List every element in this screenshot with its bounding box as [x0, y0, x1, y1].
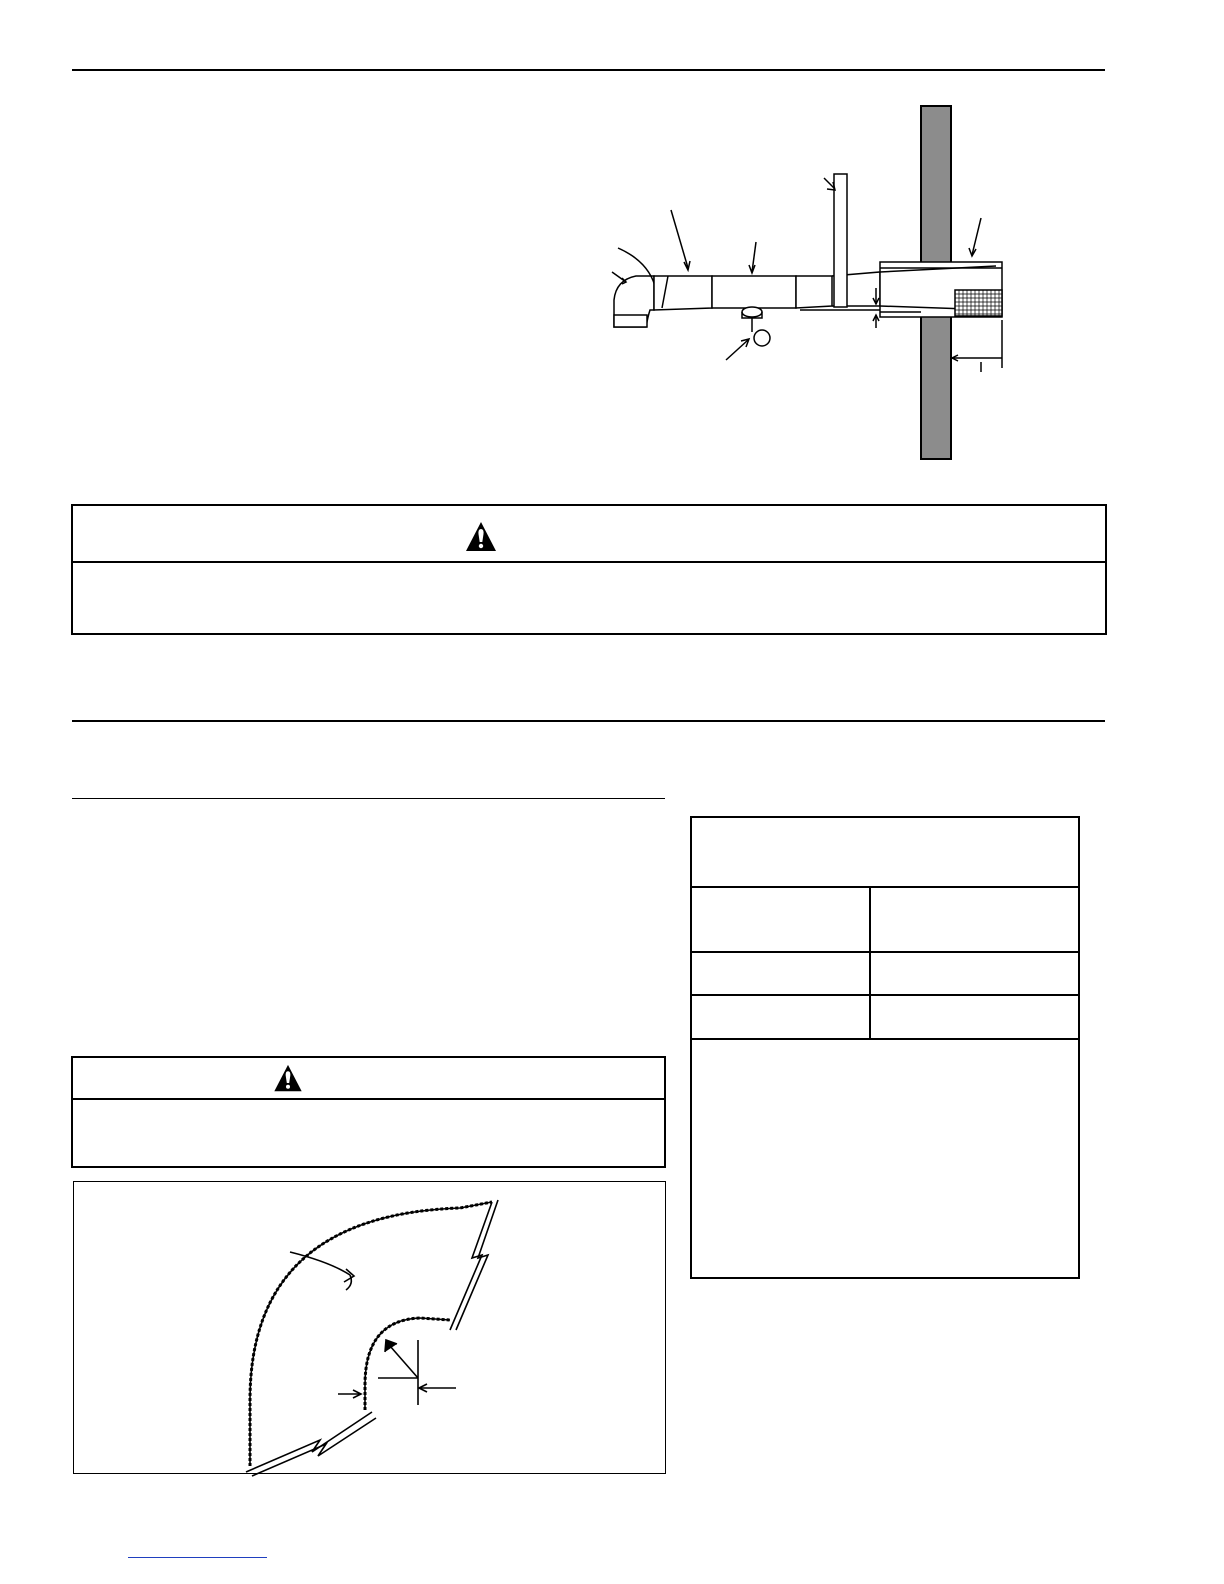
spec-table — [690, 816, 1080, 1279]
table-row-rule-2 — [692, 994, 1078, 996]
warning-triangle-icon — [464, 520, 498, 554]
warning-triangle-icon — [272, 1063, 304, 1094]
section-rule — [72, 720, 1105, 722]
support-strap — [834, 174, 847, 307]
flex-duct-bend-diagram — [73, 1181, 666, 1474]
table-header-rule — [692, 886, 1078, 888]
table-column-divider — [869, 886, 871, 1038]
warning-box-small-divider — [73, 1098, 664, 1100]
top-rule — [72, 69, 1105, 71]
pipe-section-2 — [712, 276, 796, 308]
table-row-rule-1 — [692, 951, 1078, 953]
warning-box-small — [71, 1056, 666, 1168]
pipe-section-3 — [796, 276, 832, 308]
vent-installation-diagram — [600, 100, 1020, 470]
warning-box-divider — [73, 561, 1105, 563]
warning-box-main — [71, 504, 1107, 635]
left-column-rule — [72, 798, 665, 799]
footer-link-underline[interactable] — [128, 1557, 267, 1558]
table-row-rule-3 — [692, 1038, 1078, 1040]
